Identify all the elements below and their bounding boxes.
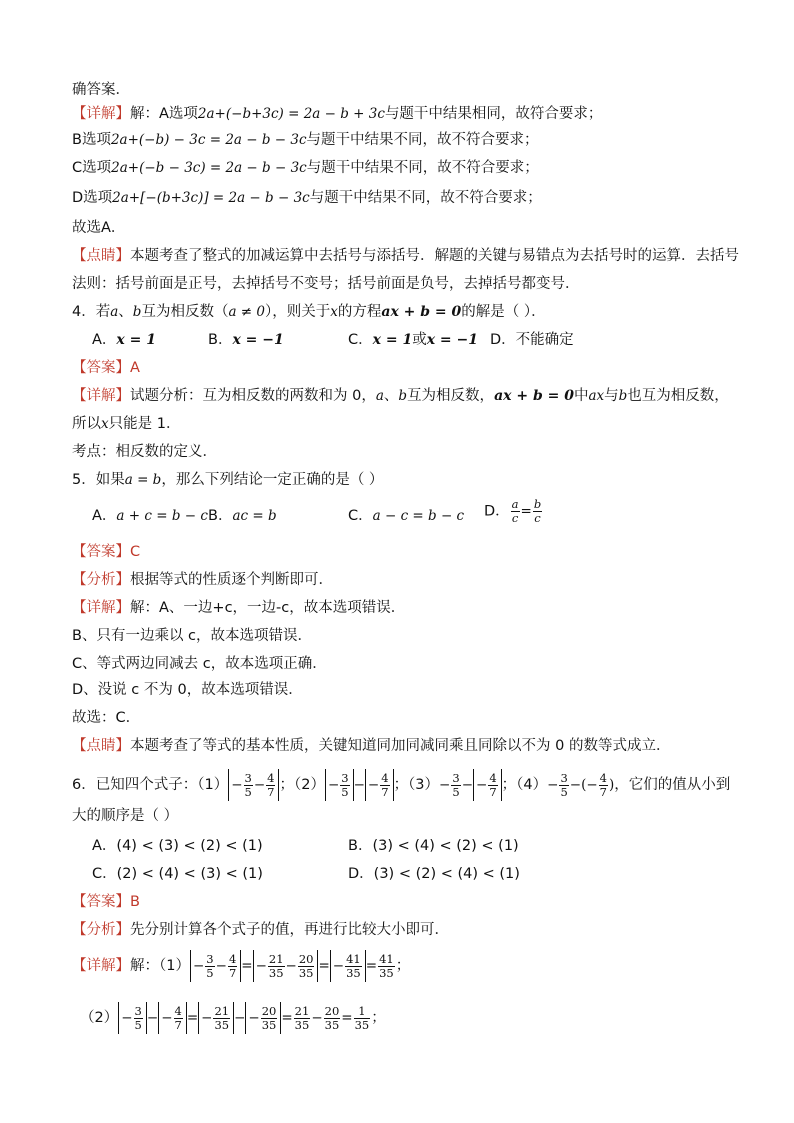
- text: C选项: [72, 160, 112, 176]
- text: 、: [383, 388, 399, 404]
- math-expression: x = 1: [372, 332, 413, 348]
- answer-line: [72, 892, 754, 912]
- option-a: [92, 506, 208, 526]
- option-label: B．: [208, 332, 233, 348]
- text: 本题考查了等式的基本性质，关键知道同加同减同乘且同除以不为 0 的数等式成立．: [130, 738, 671, 754]
- text: 故选A．: [72, 220, 126, 236]
- dianjing-line-1: [72, 246, 754, 266]
- text: 与: [604, 388, 619, 404]
- text: D、没说 c 不为 0，故本选项错误．: [72, 682, 303, 698]
- text: C、等式两边同减去 c，故本选项正确．: [72, 656, 327, 672]
- option-b: B．(3) < (4) < (2) < (1): [348, 838, 519, 854]
- numerator: a: [511, 497, 519, 511]
- choose-line: [72, 218, 754, 238]
- option-d: D．不能确定: [490, 332, 574, 348]
- analysis-line: [72, 570, 754, 590]
- absolute-value: − $\frac{4}{7}$: [365, 769, 394, 801]
- text: 确答案．: [72, 82, 130, 98]
- text: 或: [412, 332, 427, 348]
- answer-line: [72, 358, 754, 378]
- text: 先分别计算各个式子的值，再进行比较大小即可．: [130, 922, 449, 938]
- text: 的方程: [337, 304, 382, 320]
- numerator: b: [533, 497, 542, 511]
- question-6-stem-cont: [72, 806, 754, 826]
- text: 本题考查了整式的加减运算中去括号与添括号．解题的关键与易错点为去括号时的运算．去括号: [130, 248, 739, 264]
- detail-line-c: [72, 158, 754, 178]
- math-var: ax: [588, 388, 605, 404]
- text: 、: [118, 304, 133, 320]
- detail-line: [72, 626, 754, 646]
- option-d: D．(3) < (2) < (4) < (1): [348, 866, 520, 882]
- text-line: [72, 80, 754, 100]
- answer-tag: 【答案】: [72, 894, 130, 910]
- detail-line-a: [72, 104, 754, 124]
- absolute-value: − $\frac{3}{5}$: [118, 1002, 147, 1034]
- absolute-value: − $\frac{20}{35}$: [245, 1002, 281, 1034]
- analysis-line: [72, 920, 754, 940]
- question-4-stem: [72, 302, 754, 322]
- text: 互为相反数，: [407, 388, 495, 404]
- detail-line-d: [72, 188, 754, 208]
- text: 法则：括号前面是正号，去掉括号不变号；括号前面是负号，去掉括号都变号．: [72, 276, 580, 292]
- text: 根据等式的性质逐个判断即可．: [130, 572, 333, 588]
- dianjing-line-2: [72, 274, 754, 294]
- text: ；（4）: [501, 777, 548, 793]
- detail-line: [72, 414, 754, 434]
- text: ），则关于: [265, 304, 331, 320]
- option-a: A．(4) < (3) < (2) < (1): [92, 838, 263, 854]
- absolute-value: − $\frac{21}{35}$: [198, 1002, 234, 1034]
- math-var: b: [398, 388, 408, 404]
- absolute-value: − $\frac{4}{7}$: [158, 1002, 187, 1034]
- dianjing-tag: 【点睛】: [72, 738, 130, 754]
- option-label: C．: [348, 508, 373, 524]
- detail-tag: 【详解】: [72, 958, 130, 974]
- text: B选项: [72, 132, 111, 148]
- math-expression: 2a+[−(b+3c)] = 2a − b − 3c: [112, 190, 310, 206]
- option-b: [208, 506, 277, 526]
- text: 也互为相反数，: [627, 388, 729, 404]
- fraction: $\frac{4}{7}$: [489, 770, 497, 799]
- absolute-value: − $\frac{21}{35}$ − $\frac{20}{35}$: [253, 950, 319, 982]
- text: 的解是（ ）．: [461, 304, 546, 320]
- absolute-value: − $\frac{4}{7}$: [473, 769, 502, 801]
- detail-tag: 【详解】: [72, 106, 130, 122]
- detail-line: [72, 386, 754, 406]
- math-expression: 2a+(−b+3c) = 2a − b + 3c: [197, 106, 385, 122]
- text: 5．如果: [72, 472, 125, 488]
- math-expression: a + c = b − c: [116, 508, 208, 524]
- text: 解：（1）: [130, 958, 190, 974]
- math-var: b: [132, 304, 142, 320]
- math-expression: x = 1: [116, 332, 156, 348]
- text: 试题分析：互为相反数的两数和为 0，: [130, 388, 376, 404]
- text: 考点：相反数的定义．: [72, 444, 217, 460]
- analysis-tag: 【分析】: [72, 572, 130, 588]
- option-label: B．: [208, 508, 233, 524]
- math-expression: a − c = b − c: [372, 508, 465, 524]
- math-var: x: [101, 416, 109, 432]
- option-label: A．: [92, 508, 117, 524]
- detail-line-b: [72, 130, 754, 150]
- text: 与题干中结果不同，故不符合要求；: [306, 132, 539, 148]
- math-var: a: [375, 388, 384, 404]
- fraction: [533, 498, 542, 525]
- question-5-stem: [72, 470, 754, 490]
- option-b: [208, 330, 284, 350]
- math-expression: a ≠ 0: [228, 304, 265, 320]
- detail-line-1: 【详解】解：（1） − $\frac{3}{5}$ − $\frac{4}{7}$ = − $\frac{21}{35}$ − $\frac{20}{35}$ = − $\frac{41}{35}$ = $\frac{41}{35}$ ；: [72, 948, 754, 984]
- absolute-value: − $\frac{3}{5}$ − $\frac{4}{7}$: [228, 769, 279, 801]
- text: 与题干中结果不同，故不符合要求；: [309, 190, 542, 206]
- text: （2）: [80, 1010, 119, 1026]
- fraction: $\frac{4}{7}$: [267, 770, 275, 799]
- text: 大的顺序是（ ）: [72, 808, 179, 824]
- equals-sign: =: [520, 503, 532, 520]
- fraction: $\frac{4}{7}$: [599, 770, 607, 799]
- absolute-value: − $\frac{3}{5}$: [325, 769, 354, 801]
- detail-line: [72, 654, 754, 674]
- detail-line: [72, 598, 754, 618]
- math-var: x: [330, 304, 338, 320]
- text: 6．已知四个式子：（1）: [72, 777, 229, 793]
- text: 所以: [72, 416, 101, 432]
- denominator: c: [534, 511, 541, 525]
- answer-tag: 【答案】: [72, 544, 130, 560]
- math-expression: ax + b = 0: [494, 388, 574, 404]
- answer-value: C: [130, 544, 141, 560]
- question-6-stem: 6．已知四个式子：（1） − $\frac{3}{5}$ − $\frac{4}{7}$ ；（2） − $\frac{3}{5}$ − − $\frac{4}{7}$ ；（3）− $\frac{3}{5}$ − − $\frac{4}{7}$ ；（4）− $\frac{3}{5}$ −(− $\frac{4}{7}$ )，它们的值从小到: [72, 768, 754, 802]
- text: 只能是 1．: [108, 416, 181, 432]
- option-label: A．: [92, 332, 117, 348]
- option-c: C．(2) < (4) < (3) < (1): [92, 866, 263, 882]
- detail-tag: 【详解】: [72, 600, 130, 616]
- fraction: [511, 498, 520, 525]
- text: 解：A选项: [130, 106, 198, 122]
- answer-line: [72, 542, 754, 562]
- option-label: C．: [348, 332, 373, 348]
- math-expression: 2a+(−b) − 3c = 2a − b − 3c: [110, 132, 307, 148]
- text: 与题干中结果相同，故符合要求；: [384, 106, 603, 122]
- text: 4．若: [72, 304, 111, 320]
- option-label: D．: [484, 503, 510, 520]
- option-c: [348, 506, 464, 526]
- math-expression: x = −1: [426, 332, 478, 348]
- absolute-value: − $\frac{3}{5}$ − $\frac{4}{7}$: [190, 950, 241, 982]
- dianjing-line: [72, 736, 754, 756]
- option-a: [92, 330, 156, 350]
- denominator: c: [511, 511, 519, 525]
- text: ；（3）: [393, 777, 440, 793]
- answer-value: A: [130, 360, 140, 376]
- fraction: $\frac{3}{5}$: [341, 770, 349, 799]
- answer-tag: 【答案】: [72, 360, 130, 376]
- text: ；（2）: [279, 777, 325, 793]
- detail-line-2: （2） − $\frac{3}{5}$ − − $\frac{4}{7}$ = − $\frac{21}{35}$ − − $\frac{20}{35}$ = $\frac{21}{35}$ − $\frac{20}{35}$ = $\frac{1}{35}$ ；: [80, 1000, 754, 1036]
- text: 与题干中结果不同，故不符合要求；: [306, 160, 539, 176]
- fraction: $\frac{3}{5}$: [560, 770, 568, 799]
- math-expression: a = b: [124, 472, 162, 488]
- option-c: [348, 330, 478, 350]
- kaodian-line: [72, 442, 754, 462]
- text: ，它们的值从小到: [614, 777, 731, 793]
- answer-value: B: [130, 894, 140, 910]
- math-expression: ax + b = 0: [381, 304, 462, 320]
- text: 互为相反数（: [141, 304, 229, 320]
- math-expression: ac = b: [232, 508, 277, 524]
- math-var: b: [618, 388, 628, 404]
- detail-line: [72, 680, 754, 700]
- choose-line: [72, 708, 754, 728]
- absolute-value: − $\frac{41}{35}$: [330, 950, 366, 982]
- analysis-tag: 【分析】: [72, 922, 130, 938]
- text: 中: [573, 388, 589, 404]
- option-d: [484, 498, 543, 525]
- text: 解：A、一边+c，一边-c，故本选项错误．: [130, 600, 406, 616]
- math-expression: x = −1: [232, 332, 284, 348]
- math-expression: 2a+(−b − 3c) = 2a − b − 3c: [111, 160, 307, 176]
- text: ，那么下列结论一定正确的是（ ）: [161, 472, 384, 488]
- detail-tag: 【详解】: [72, 388, 130, 404]
- fraction: $\frac{3}{5}$: [452, 770, 460, 799]
- fraction: $\frac{4}{7}$: [381, 770, 389, 799]
- math-var: a: [110, 304, 119, 320]
- fraction: $\frac{3}{5}$: [244, 770, 252, 799]
- text: B、只有一边乘以 c，故本选项错误．: [72, 628, 313, 644]
- dianjing-tag: 【点睛】: [72, 248, 130, 264]
- text: D选项: [72, 190, 113, 206]
- text: 故选：C．: [72, 710, 141, 726]
